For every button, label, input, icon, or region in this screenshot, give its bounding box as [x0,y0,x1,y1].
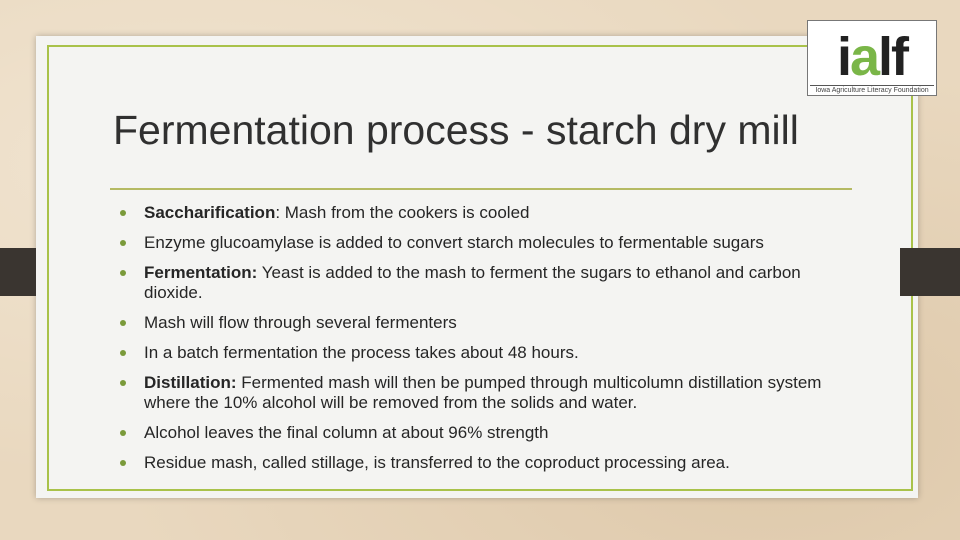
bullet-item [120,373,825,413]
bullet-text: Alcohol leaves the final column at about 96% strength [144,423,549,442]
bullet-item [120,203,825,223]
logo-mark-a: a [849,27,879,87]
bullet-item [120,313,825,333]
title-divider [110,188,852,190]
bullet-heading: Saccharification [144,203,276,222]
bullet-heading: Fermentation: [144,263,258,282]
bullet-text: In a batch fermentation the process takes about 48 hours. [144,343,579,362]
bullet-text: Mash will flow through several fermenters [144,313,457,332]
bullet-item [120,423,825,443]
bullet-text: Residue mash, called stillage, is transferred to the coproduct processing area. [144,453,730,472]
logo-tagline: Iowa Agriculture Literacy Foundation [810,85,934,95]
bullet-heading: Distillation: [144,373,237,392]
bullet-dot-icon [120,320,126,326]
bullet-dot-icon [120,210,126,216]
bullet-item [120,343,825,363]
bullet-dot-icon [120,240,126,246]
bullet-text: : Mash from the cookers is cooled [275,203,530,222]
bullet-dot-icon [120,430,126,436]
bullet-item [120,263,825,303]
logo [807,20,937,96]
bullet-text: Fermented mash will then be pumped through multicolumn distillation system where the 10% alcohol will be removed from the solids and water. [144,373,822,412]
bullet-text: Enzyme glucoamylase is added to convert starch molecules to fermentable sugars [144,233,764,252]
bullet-list [120,203,825,483]
bullet-dot-icon [120,350,126,356]
bullet-text: Yeast is added to the mash to ferment the sugars to ethanol and carbon dioxide. [144,263,801,302]
bullet-dot-icon [120,460,126,466]
left-tab-decoration [0,248,36,296]
bullet-item [120,453,825,473]
slide-title: Fermentation process - starch dry mill [113,107,799,153]
bullet-item [120,233,825,253]
bullet-dot-icon [120,270,126,276]
right-tab-decoration [900,248,960,296]
logo-mark-i: i [836,27,850,87]
bullet-dot-icon [120,380,126,386]
logo-mark [808,27,936,87]
logo-mark-lf: lf [878,27,908,87]
